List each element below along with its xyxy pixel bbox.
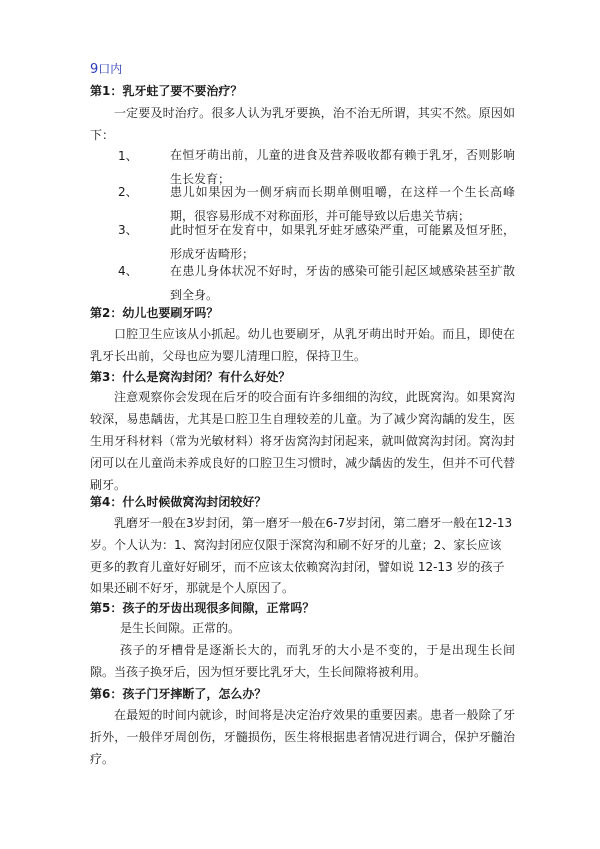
text-run: 岁。个人认为：: [90, 538, 175, 552]
question-number: 1: [102, 84, 111, 98]
question-6-heading: [90, 685, 266, 702]
question-prefix: 第: [90, 84, 103, 98]
question-prefix: 第: [90, 495, 103, 509]
section-title: 口内: [98, 62, 123, 76]
question-4-heading: [90, 493, 266, 510]
list-item-number: 4、: [118, 264, 138, 278]
question-title: ：什么时候做窝沟封闭较好？: [110, 495, 267, 509]
text-run: 12-13: [417, 560, 453, 574]
question-3-heading: [90, 368, 290, 385]
question-number: 6: [102, 687, 111, 701]
question-1-heading: [90, 82, 242, 99]
text-run: 岁的孩子: [452, 560, 505, 574]
text-run: 12-13: [477, 516, 513, 530]
question-4-line-3: [90, 556, 505, 578]
question-title: ：乳牙蛀了要不要治疗？: [110, 84, 243, 98]
section-number: 9: [90, 62, 99, 77]
list-item-text: 在恒牙萌出前，儿童的进食及营养吸收都有赖于乳牙，否则影响生长发育；: [170, 148, 515, 186]
list-item-number: 2、: [118, 185, 138, 199]
list-item-text: 患儿如果因为一侧牙病而长期单侧咀嚼，在这样一个生长高峰期，很容易形成不对称面形，并可能导致以后患关节病；: [170, 185, 515, 223]
text-run: 岁封闭，第二磨牙一般在: [345, 516, 478, 530]
list-item-text: 此时恒牙在发育中，如果乳牙蛀牙感染严重，可能累及恒牙胚，形成牙齿畸形；: [170, 223, 515, 261]
text-run: 2: [433, 538, 442, 552]
list-item-number: 3、: [118, 223, 138, 237]
question-number: 4: [102, 495, 111, 509]
text-run: 、家长应该: [441, 538, 502, 552]
question-title: ：什么是窝沟封闭？有什么好处？: [110, 370, 291, 384]
question-2-heading: [90, 304, 218, 321]
text-run: 更多的教育儿童好好刷牙，而不应该太依赖窝沟封闭，譬如说: [90, 560, 418, 574]
text-run: 乳磨牙一般在: [114, 516, 187, 530]
question-4-line-4: 如果还刷不好牙，那就是个人原因了。: [90, 581, 295, 595]
text-run: 1: [174, 538, 182, 552]
list-item-text: 在患儿身体状况不好时，牙齿的感染可能引起区域感染甚至扩散到全身。: [170, 264, 515, 302]
question-1-intro: 一定要及时治疗。很多人认为乳牙要换，治不治无所谓，其实不然。原因如下：: [90, 106, 515, 142]
question-prefix: 第: [90, 687, 103, 701]
text-run: 岁封闭，第一磨牙一般在: [193, 516, 326, 530]
question-2-body: 口腔卫生应该从小抓起。幼儿也要刷牙，从乳牙萌出时开始。而且，即使在乳牙长出前，父母也应为婴儿清理口腔，保持卫生。: [90, 327, 515, 363]
question-5-body: 孩子的牙槽骨是逐渐长大的，而乳牙的大小是不变的，于是出现生长间隙。当孩子换牙后，因为恒牙要比乳牙大，生长间隙将被利用。: [90, 643, 515, 679]
text-run: 6-7: [325, 516, 346, 530]
question-title: ：孩子的牙齿出现很多间隙，正常吗？: [110, 601, 315, 615]
question-prefix: 第: [90, 306, 103, 320]
question-4-line-1: [114, 512, 512, 534]
text-run: 3: [186, 516, 194, 530]
question-3-body: 注意观察你会发现在后牙的咬合面有许多细细的沟纹，此既窝沟。如果窝沟较深，易患龋齿，尤其是口腔卫生自理较差的儿童。为了减少窝沟龋的发生，医生用牙科材料（常为光敏材料）将牙齿窝沟封闭起来，就叫做窝沟封闭。窝沟封闭可以在儿童尚未养成良好的口腔卫生习惯时，减少龋齿的发生，但并不可代替刷牙。: [90, 390, 515, 492]
question-title: ：幼儿也要刷牙吗？: [110, 306, 219, 320]
question-title: ：孩子门牙摔断了，怎么办？: [110, 687, 267, 701]
question-prefix: 第: [90, 370, 103, 384]
question-number: 5: [102, 601, 111, 615]
question-5-heading: [90, 599, 314, 616]
section-label: [90, 60, 122, 77]
question-number: 2: [102, 306, 111, 320]
question-6-body: 在最短的时间内就诊，时间将是决定治疗效果的重要因素。患者一般除了牙折外，一般伴牙周创伤，牙髓损伤，医生将根据患者情况进行调合，保护牙髓治疗。: [90, 708, 515, 766]
question-number: 3: [102, 370, 111, 384]
list-item-number: 1、: [118, 149, 138, 163]
question-5-line-1: 是生长间隙。正常的。: [120, 621, 241, 635]
question-4-line-2: [90, 534, 501, 556]
text-run: 、窝沟封闭应仅限于深窝沟和刷不好牙的儿童；: [181, 538, 434, 552]
question-prefix: 第: [90, 601, 103, 615]
